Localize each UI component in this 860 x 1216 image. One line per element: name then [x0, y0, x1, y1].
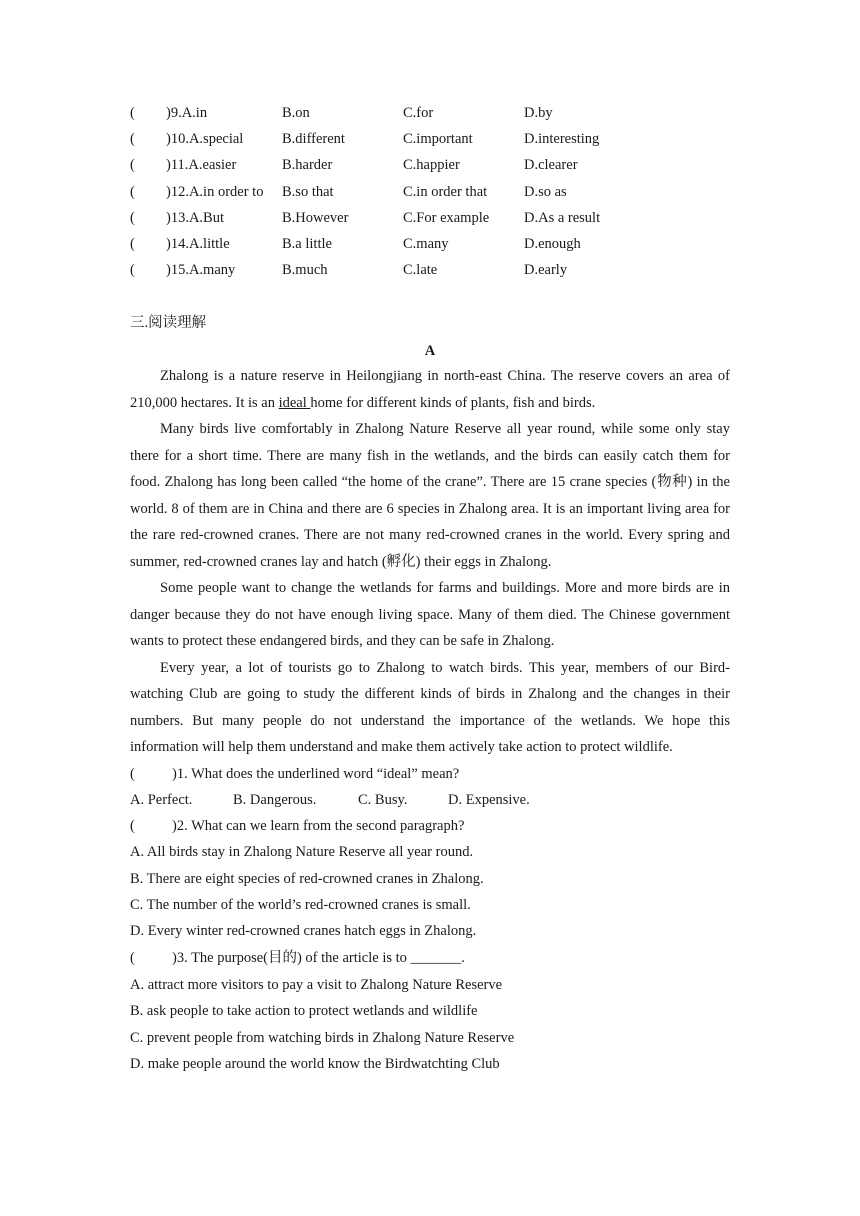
- answer-paren: (: [130, 105, 135, 121]
- option-c: C.happier: [403, 157, 460, 174]
- option-c: C.in order that: [403, 183, 488, 200]
- question-2: [130, 813, 730, 944]
- option-a: )15.A.many: [166, 262, 236, 279]
- option-a: )13.A.But: [166, 209, 224, 226]
- answer-paren: (: [130, 262, 135, 279]
- option-row: [130, 100, 730, 126]
- question-options: [130, 787, 730, 813]
- option-b: B.on: [282, 105, 310, 121]
- question-stem: [130, 944, 730, 972]
- option-d: D.interesting: [524, 131, 600, 148]
- answer-paren: (: [130, 157, 135, 174]
- document-page: [130, 100, 730, 1077]
- option-d: D.As a result: [524, 209, 601, 226]
- option-d: D.clearer: [524, 157, 578, 174]
- option-d: D. Every winter red-crowned cranes hatch eggs in Zhalong.: [130, 922, 477, 939]
- question-stem: [130, 813, 730, 839]
- option-b: B. ask people to take action to protect wetlands and wildlife: [130, 1003, 478, 1020]
- option-c: C.many: [403, 235, 449, 252]
- answer-paren: (: [130, 131, 135, 148]
- answer-paren: (: [130, 209, 135, 226]
- option-a: )9.A.in: [166, 105, 208, 121]
- option-a: )14.A.little: [166, 235, 230, 252]
- option-row: [130, 126, 730, 152]
- option-a: )10.A.special: [166, 131, 244, 148]
- paragraph-1: [130, 363, 730, 416]
- question-text: )3. The purpose(目的) of the article is to _______.: [172, 950, 465, 967]
- options-table: [130, 100, 730, 283]
- option-a: A. Perfect.: [130, 792, 193, 808]
- paragraph-2: Many birds live comfortably in Zhalong Nature Reserve all year round, while some only stay there for a short time. There are many fish in the wetlands, and the birds can easily catch them for food. Zhalong has long been called “the home of the crane”. There are 15 crane species (物种) in the world. 8 of them are in China and there are 6 species in Zhalong area. It is an important living area for the rare red-crowned cranes. There are not many red-crowned cranes in the world. Every spring and summer, red-crowned cranes lay and hatch (孵化) their eggs in Zhalong.: [130, 421, 730, 570]
- option-d: D.enough: [524, 235, 581, 252]
- question-3: [130, 944, 730, 1077]
- option-c: C.important: [403, 131, 473, 148]
- option-b: B.different: [282, 131, 345, 148]
- option-d: D. Expensive.: [448, 792, 530, 808]
- question-1: [130, 761, 730, 813]
- option-a: )12.A.in order to: [166, 183, 264, 200]
- paragraph-3: Some people want to change the wetlands for farms and buildings. More and more birds are in danger because they do not have enough living space. Many of them died. The Chinese government wants to protect these endangered birds, and they can be safe in Zhalong.: [130, 580, 730, 650]
- answer-paren: (: [130, 950, 135, 967]
- paragraph-4: Every year, a lot of tourists go to Zhalong to watch birds. This year, members of our Bird-watching Club are going to study the different kinds of birds in Zhalong and the changes in their numbers. But many people do not understand the importance of the wetlands. We hope this information will help them understand and make them actively take action to protect wildlife.: [130, 659, 730, 756]
- option-d: D.early: [524, 262, 568, 279]
- para1-text-end: home for different kinds of plants, fish and birds.: [310, 394, 596, 411]
- answer-paren: (: [130, 765, 135, 782]
- question-text: )1. What does the underlined word “ideal” mean?: [172, 765, 460, 782]
- option-d: D. make people around the world know the Birdwatchting Club: [130, 1055, 500, 1072]
- option-c: C. The number of the world’s red-crowned cranes is small.: [130, 896, 471, 913]
- option-b: B.harder: [282, 157, 333, 174]
- option-c: C.for: [403, 105, 434, 121]
- option-d: D.so as: [524, 183, 567, 200]
- option-b: B.so that: [282, 183, 334, 200]
- option-c: C. prevent people from watching birds in Zhalong Nature Reserve: [130, 1029, 515, 1046]
- option-row: [130, 179, 730, 205]
- answer-paren: (: [130, 235, 135, 252]
- option-row: [130, 152, 730, 178]
- option-d: D.by: [524, 105, 553, 121]
- section-title: 三.阅读理解: [130, 315, 207, 332]
- passage-title: A: [424, 343, 436, 360]
- option-row: [130, 205, 730, 231]
- question-text: )2. What can we learn from the second paragraph?: [172, 818, 465, 835]
- option-row: [130, 231, 730, 257]
- option-row: [130, 257, 730, 283]
- answer-paren: (: [130, 183, 135, 200]
- underlined-word: ideal: [278, 394, 311, 411]
- para1-text-start: Zhalong is a nature reserve in Heilongjiang in north-east China. The reserve covers an area of 210,000 hectares. It is an: [130, 368, 730, 411]
- option-c: C.late: [403, 262, 438, 279]
- question-stem: [130, 761, 730, 787]
- option-b: B.a little: [282, 235, 332, 252]
- option-b: B.much: [282, 262, 328, 279]
- option-b: B. There are eight species of red-crowned cranes in Zhalong.: [130, 870, 484, 887]
- option-a: )11.A.easier: [166, 157, 237, 174]
- answer-paren: (: [130, 818, 135, 835]
- option-b: B.However: [282, 209, 349, 226]
- option-b: B. Dangerous.: [233, 792, 317, 808]
- option-a: A. All birds stay in Zhalong Nature Reserve all year round.: [130, 844, 474, 861]
- option-c: C. Busy.: [358, 792, 408, 808]
- option-a: A. attract more visitors to pay a visit to Zhalong Nature Reserve: [130, 977, 503, 994]
- option-c: C.For example: [403, 209, 490, 226]
